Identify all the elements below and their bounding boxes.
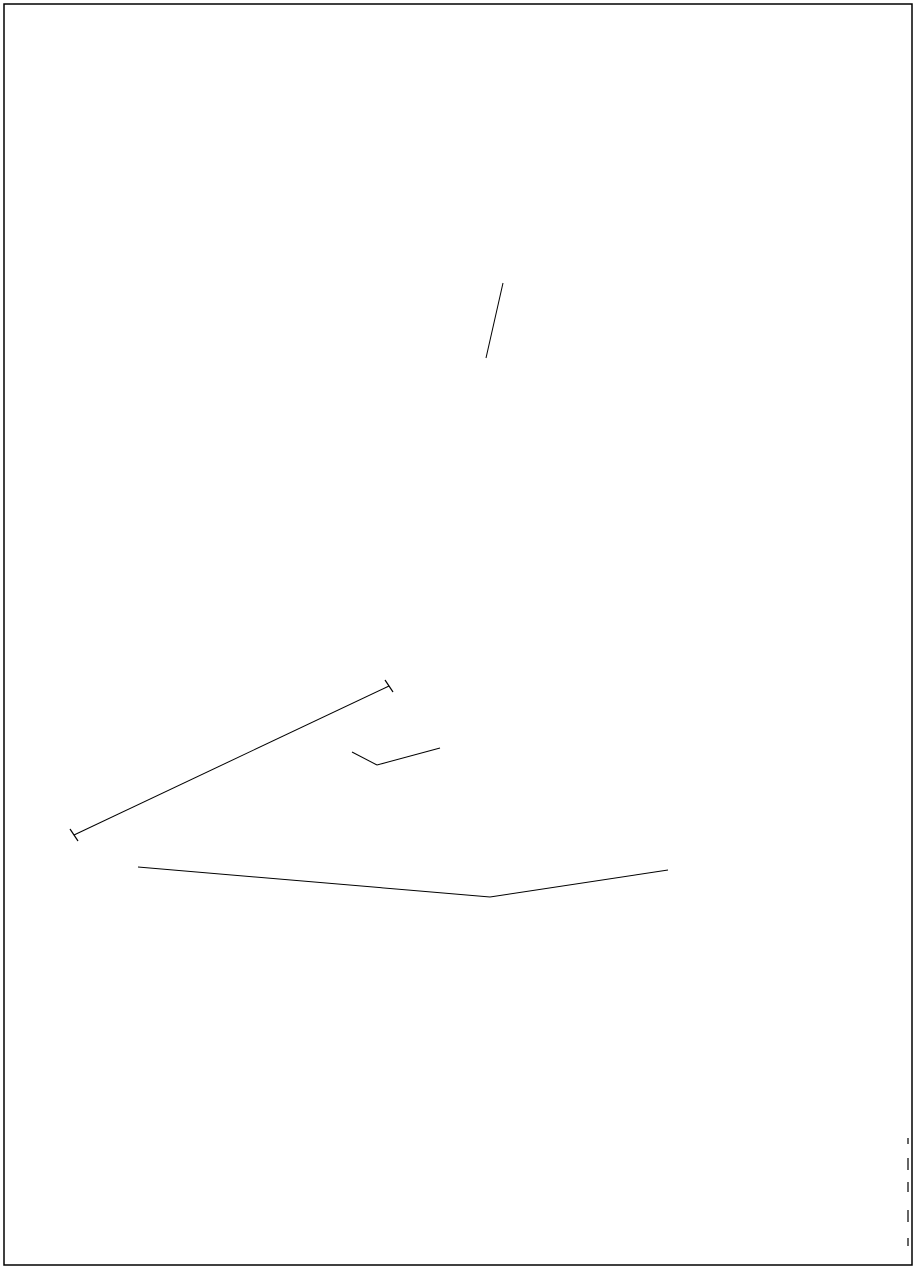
support-leader <box>138 867 668 897</box>
dimension-line <box>70 680 393 841</box>
drawing-frame <box>4 4 912 1265</box>
stack-note-leader <box>486 283 503 358</box>
substructure-leader <box>352 748 440 765</box>
